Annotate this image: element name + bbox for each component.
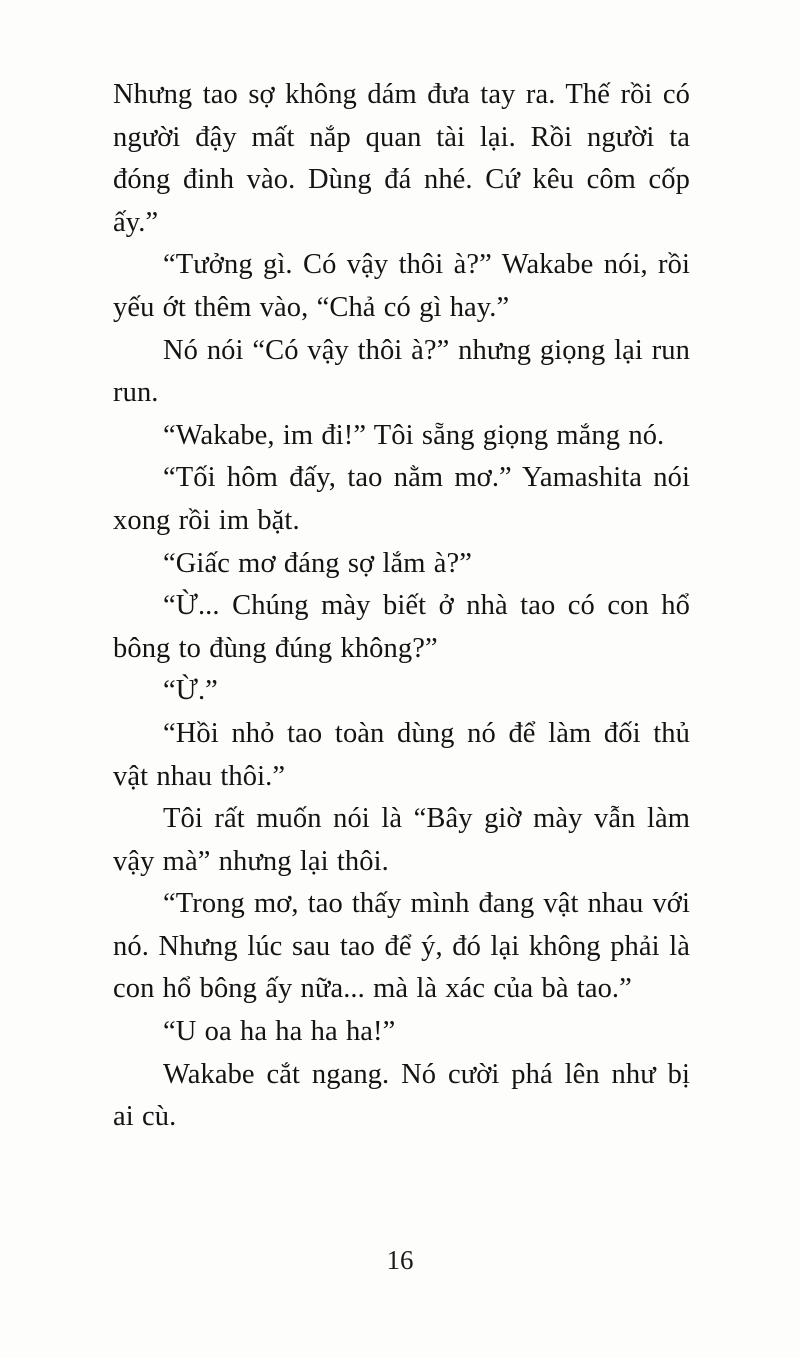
paragraph: Tôi rất muốn nói là “Bây giờ mày vẫn làm vậy mà” nhưng lại thôi.: [113, 803, 690, 877]
paragraph: “Giấc mơ đáng sợ lắm à?”: [163, 547, 472, 579]
paragraph: “Ừ.”: [163, 675, 218, 707]
paragraph: “Ừ... Chúng mày biết ở nhà tao có con hổ bông to đùng đúng không?”: [113, 590, 690, 664]
page-text: [113, 74, 690, 1139]
paragraph: “U oa ha ha ha ha!”: [163, 1016, 396, 1048]
page-number: 16: [386, 1245, 414, 1275]
paragraph: “Wakabe, im đi!” Tôi sẵng giọng mắng nó.: [163, 419, 665, 451]
paragraph: “Trong mơ, tao thấy mình đang vật nhau với nó. Nhưng lúc sau tao để ý, đó lại không phải là con hổ bông ấy nữa... mà là xác của bà tao.”: [113, 888, 690, 1005]
paragraph: “Hồi nhỏ tao toàn dùng nó để làm đối thủ vật nhau thôi.”: [113, 717, 690, 792]
paragraph: Nhưng tao sợ không dám đưa tay ra. Thế rồi có người đậy mất nắp quan tài lại. Rồi người ta đóng đinh vào. Dùng đá nhé. Cứ kêu côm cốp ấy.”: [113, 79, 690, 238]
paragraph: “Tối hôm đấy, tao nằm mơ.” Yamashita nói xong rồi im bặt.: [113, 462, 690, 536]
paragraph: Nó nói “Có vậy thôi à?” nhưng giọng lại run run.: [113, 334, 690, 409]
paragraph: “Tưởng gì. Có vậy thôi à?” Wakabe nói, rồi yếu ớt thêm vào, “Chả có gì hay.”: [113, 249, 690, 323]
paragraph: Wakabe cắt ngang. Nó cười phá lên như bị ai cù.: [113, 1058, 690, 1133]
